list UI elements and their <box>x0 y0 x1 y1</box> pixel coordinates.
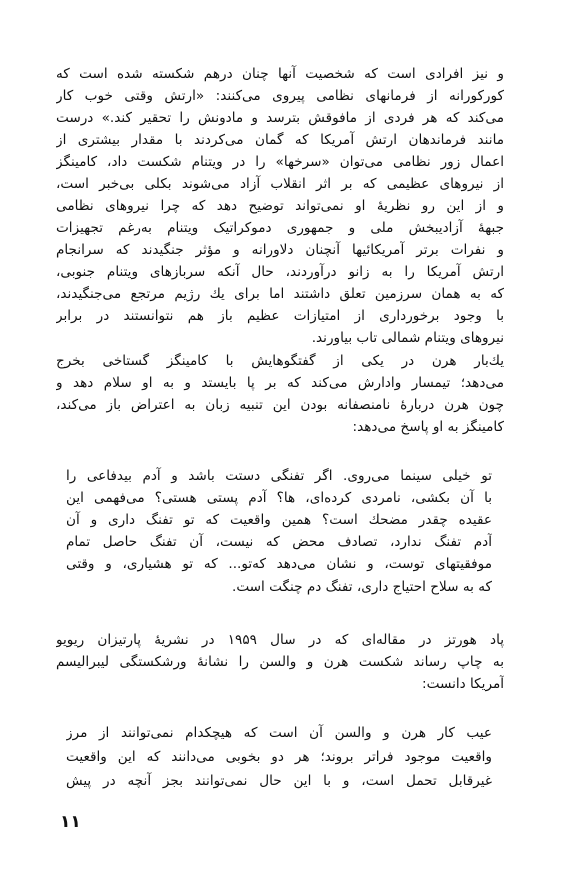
quote-1-line: آدم تفنگ ندارد، تصادف محض که نیست، آن تفنگ حاصل تمام <box>66 534 492 550</box>
paragraph-1-line: با وجود برخورداری از امتیازات عظیم باز هم نتوانستند در برابر <box>56 308 504 324</box>
paragraph-1-line: که به همان سرزمین تعلق داشتند اما برای یك رژیم مرتجع می‌جنگیدند، <box>56 286 504 302</box>
paragraph-1-line: کورکورانه از فرمانهای نظامی پیروی می‌کنند: «ارتش وقتی خوب کار <box>56 88 504 104</box>
paragraph-1-line: و از این رو نظریهٔ او نمی‌تواند توضیح دهد که چرا نیروهای نظامی <box>56 198 504 214</box>
paragraph-1-line: و نیز افرادی است که شخصیت آنها چنان درهم شکسته شده است که <box>56 66 504 82</box>
paragraph-1-line: مانند فرماندهان ارتش آمریکا که گمان می‌کردند با مقدار بیشتری از <box>56 132 504 148</box>
paragraph-2-line: می‌دهد؛ تیمسار وادارش می‌کند که بر پا بایستد و به او سلام دهد و <box>56 375 504 391</box>
paragraph-1-line: می‌کند که هر فردی از مافوقش بترسد و مادونش را تحقیر کند.» درست <box>56 110 504 126</box>
quote-1-line: با آن بکشی، نامردی کرده‌ای، ها؟ آدم پستی هستی؟ می‌فهمی این <box>66 490 492 506</box>
quote-2-line: واقعیت موجود فراتر بروند؛ هر دو بخوبی می‌دانند که این واقعیت <box>66 749 492 765</box>
paragraph-1-line: اعمال زور نظامی می‌توان «سرخها» را در ویتنام شکست داد، کامینگز <box>56 154 504 170</box>
quote-1-line: موفقیتهای توست، و نشان می‌دهد که‌تو... که تو هشیاری، و وقتی <box>66 556 492 572</box>
paragraph-1-line: و نفرات برتر آمریکائیها آنچنان دلاورانه و مؤثر جنگیدند که سرانجام <box>56 242 504 258</box>
paragraph-2-line: چون هرن دربارهٔ نامنصفانه بودن این تنبیه زبان به اعتراض باز می‌کند، <box>56 397 504 413</box>
paragraph-1-line: از نیروهای عظیمی که بر اثر انقلاب آزاد می‌شوند بکلی بی‌خبر است، <box>56 176 504 192</box>
paragraph-3-line: آمریکا دانست: <box>422 676 504 692</box>
paragraph-1-line: ارتش آمریکا را به زانو درآوردند، حال آنکه سربازهای ویتنام جنوبی، <box>56 264 504 280</box>
quote-2-line: عیب کار هرن و والسن آن است که هیچکدام نمی‌توانند از مرز <box>66 725 492 741</box>
page-number: ۱۱ <box>60 812 81 832</box>
paragraph-2-line: کامینگز به او پاسخ می‌دهد: <box>352 419 504 435</box>
paragraph-2-line: یك‌بار هرن در یکی از گفتگوهایش با کامینگز گستاخی بخرج <box>56 353 504 369</box>
quote-2-line: غیرقابل تحمل است، و با این حال نمی‌توانند بجز آنچه در پیش <box>66 773 492 789</box>
paragraph-1-line: نیروهای ویتنام شمالی تاب بیاورند. <box>311 330 504 346</box>
paragraph-1-line: جبههٔ آزادیبخش ملی و جمهوری دموکراتیک ویتنام به‌رغم تجهیزات <box>56 220 504 236</box>
quote-1-line: عقیده چقدر مضحك است؟ همین واقعیت که تو تفنگ داری و آن <box>66 512 492 528</box>
paragraph-3-line: به چاپ رساند شکست هرن و والسن را نشانهٔ ورشکستگی لیبرالیسم <box>56 654 504 670</box>
quote-1-line: که به سلاح احتیاج داری، تفنگ دم چنگت است. <box>232 579 492 595</box>
paragraph-3-line: پاد هورتز در مقاله‌ای که در سال ۱۹۵۹ در نشریهٔ پارتیزان ریویو <box>56 632 504 648</box>
quote-1-line: تو خیلی سینما می‌روی. اگر تفنگی دستت باشد و آدم بیدفاعی را <box>66 468 492 484</box>
